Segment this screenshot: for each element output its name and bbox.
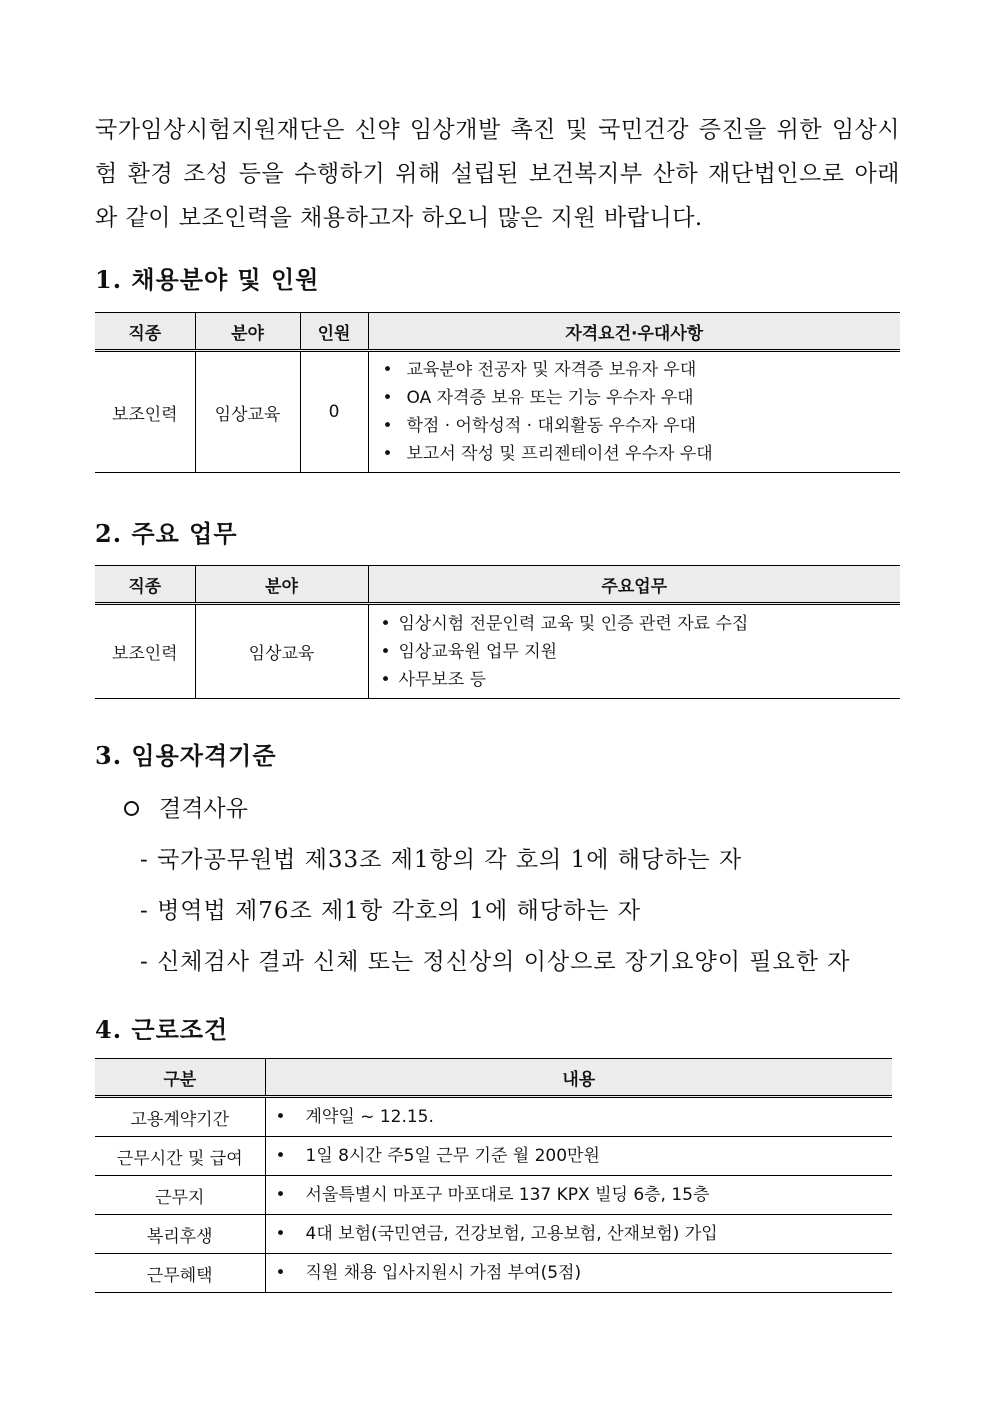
field-cell: 임상교육 [195,604,368,699]
list-item: • 임상시험 전문인력 교육 및 인증 관련 자료 수집 [399,610,901,638]
section1-heading: 1. 채용분야 및 인원 [95,265,320,294]
list-item: - 병역법 제76조 제1항 각호의 1에 해당하는 자 [140,898,641,924]
row-value-cell [265,1137,892,1176]
duties-cell [368,604,900,699]
row-label: 근무시간 및 급여 [95,1137,265,1176]
list-item: • 사무보조 등 [399,666,901,694]
row-label: 복리후생 [95,1215,265,1254]
conditions-table [95,1058,892,1293]
list-item: - 국가공무원법 제33조 제1항의 각 호의 1에 해당하는 자 [140,847,743,873]
circle-bullet-icon [124,801,139,816]
col-header-job: 직종 [95,313,195,351]
table-row [95,1176,892,1215]
table-row [95,1097,892,1137]
row-value: • 직원 채용 입사지원시 가점 부여(5점) [306,1259,893,1287]
recruitment-table [95,312,900,473]
subheading-text: 결격사유 [159,796,248,822]
row-value: • 계약일 ~ 12.15. [306,1103,893,1131]
list-item: • OA 자격증 보유 또는 기능 우수자 우대 [407,384,901,412]
col-header-field: 분야 [195,313,300,351]
row-label: 근무지 [95,1176,265,1215]
table-row [95,604,900,699]
row-value-cell [265,1215,892,1254]
duties-table [95,565,900,699]
row-label: 고용계약기간 [95,1097,265,1137]
row-value: • 4대 보험(국민연금, 건강보험, 고용보험, 산재보험) 가입 [306,1220,893,1248]
list-item: • 보고서 작성 및 프리젠테이션 우수자 우대 [407,440,901,468]
job-cell: 보조인력 [95,351,195,473]
col-header-duties: 주요업무 [368,566,900,604]
table-row [95,1254,892,1293]
table-row [95,1215,892,1254]
intro-paragraph: 국가임상시험지원재단은 신약 임상개발 촉진 및 국민건강 증진을 위한 임상시험 환경 조성 등을 수행하기 위해 설립된 보건복지부 산하 재단법인으로 아래와 같이 보조인력을 채용하고자 하오니 많은 지원 바랍니다. [95,117,900,231]
section4-heading: 4. 근로조건 [95,1015,229,1044]
col-header-job: 직종 [95,566,195,604]
list-item: • 학점 · 어학성적 · 대외활동 우수자 우대 [407,412,901,440]
job-cell: 보조인력 [95,604,195,699]
field-cell: 임상교육 [195,351,300,473]
row-label: 근무혜택 [95,1254,265,1293]
row-value: • 서울특별시 마포구 마포대로 137 KPX 빌딩 6층, 15층 [306,1181,893,1209]
section2-heading: 2. 주요 업무 [95,519,238,548]
col-header-field: 분야 [195,566,368,604]
count-cell: 0 [300,351,368,473]
list-item: • 교육분야 전공자 및 자격증 보유자 우대 [407,356,901,384]
col-header-qualifications: 자격요건·우대사항 [368,313,900,351]
table-row [95,1137,892,1176]
row-value-cell [265,1097,892,1137]
disqualification-subheading [124,790,248,823]
row-value: • 1일 8시간 주5일 근무 기준 월 200만원 [306,1142,893,1170]
row-value-cell [265,1254,892,1293]
section3-heading: 3. 임용자격기준 [95,741,277,770]
col-header-category: 구분 [95,1059,265,1097]
list-item: - 신체검사 결과 신체 또는 정신상의 이상으로 장기요양이 필요한 자 [140,949,851,975]
col-header-content: 내용 [265,1059,892,1097]
row-value-cell [265,1176,892,1215]
list-item: • 임상교육원 업무 지원 [399,638,901,666]
col-header-count: 인원 [300,313,368,351]
qualifications-cell [368,351,900,473]
table-row [95,351,900,473]
